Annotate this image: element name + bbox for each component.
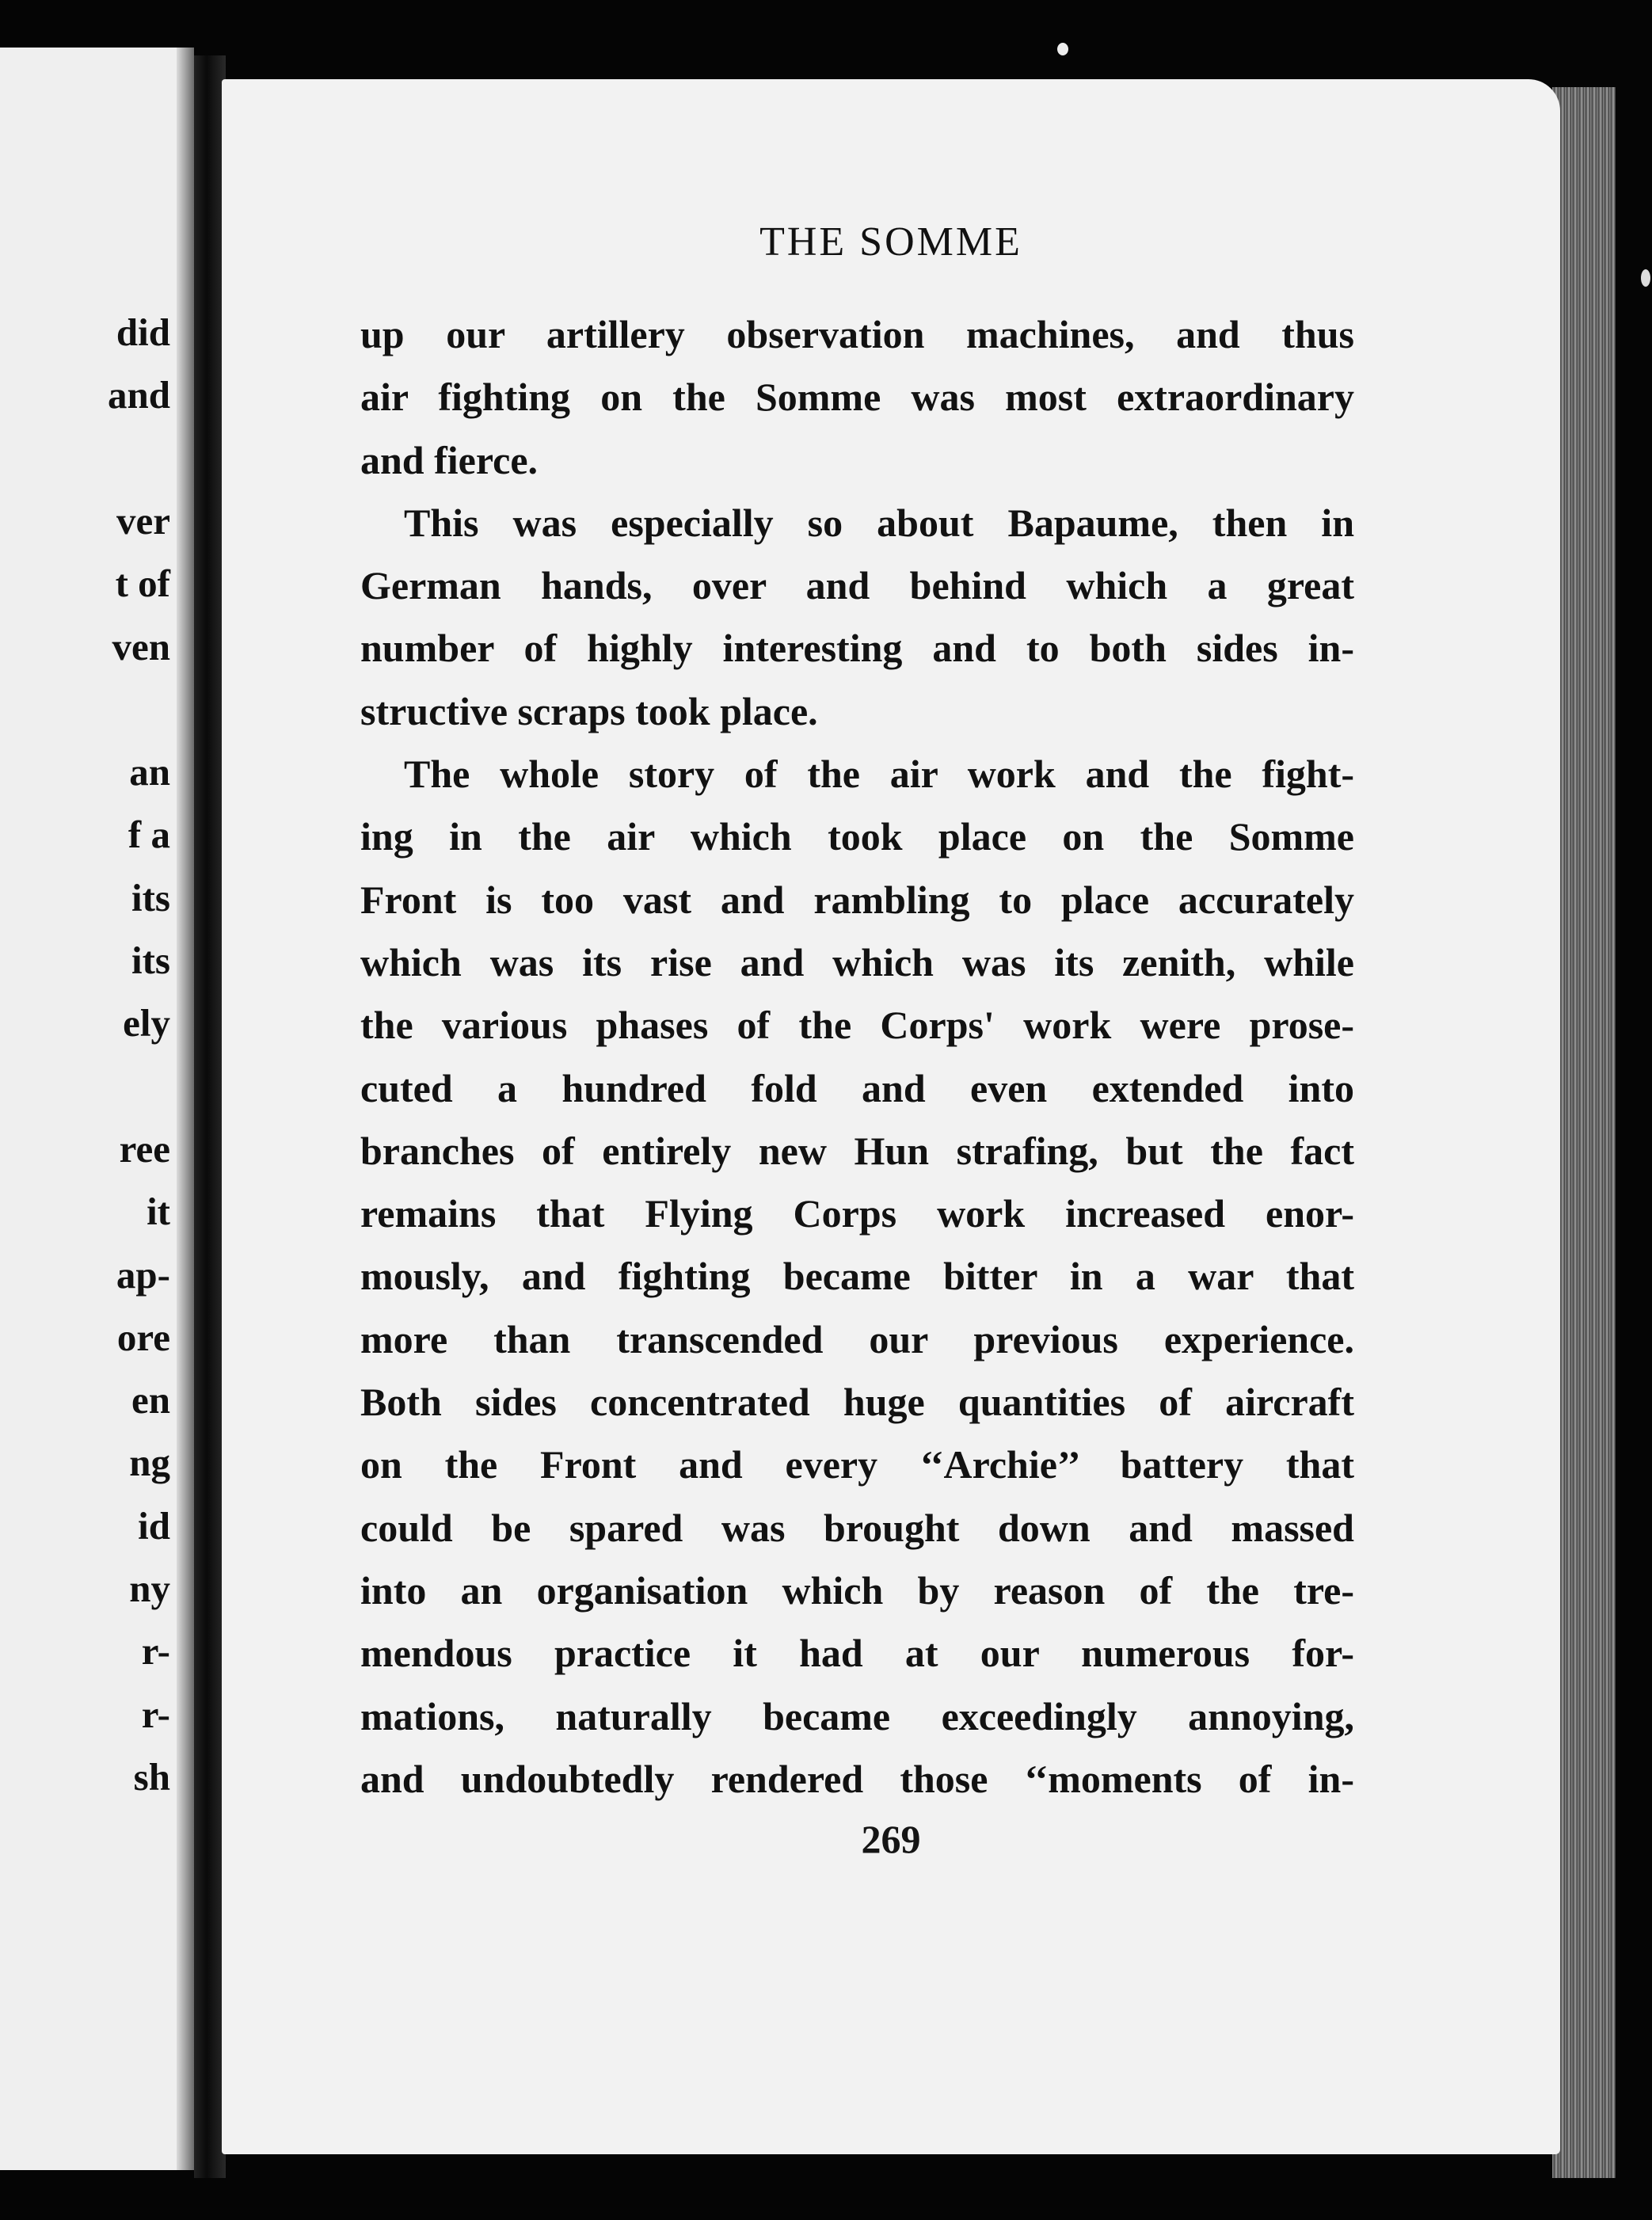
text-line: up our artillery observation machines, and thus [360, 312, 1354, 356]
facing-page-fragment: f a [128, 813, 170, 857]
facing-page-fragment: sh [133, 1754, 170, 1799]
facing-page-fragment: t of [115, 562, 170, 606]
facing-page-fragment: r- [141, 1629, 170, 1674]
text-line: air fighting on the Somme was most extraordinary [360, 375, 1354, 420]
facing-page-fragment: id [138, 1503, 170, 1548]
facing-page-fragment: ver [116, 498, 170, 543]
facing-page-fragment: en [131, 1378, 170, 1422]
text-line: and undoubtedly rendered those ‘‘moments of in- [360, 1756, 1354, 1801]
text-line: mendous practice it had at our numerous for- [360, 1631, 1354, 1676]
text-line: into an organisation which by reason of the tre- [360, 1567, 1354, 1613]
text-line: Front is too vast and rambling to place accurately [360, 877, 1354, 922]
text-line: more than transcended our previous experience. [360, 1316, 1354, 1361]
facing-page-fragment: it [147, 1190, 170, 1234]
facing-page-fragment: its [131, 939, 170, 982]
dust-speck [1057, 43, 1068, 55]
facing-page-fragment: ely [123, 1001, 170, 1045]
text-line: which was its rise and which was its zenith, while [360, 939, 1354, 984]
page-edges [1552, 87, 1616, 2178]
facing-page-fragment: ore [116, 1315, 170, 1359]
running-head: THE SOMME [759, 219, 1022, 265]
text-line: could be spared was brought down and massed [360, 1505, 1354, 1550]
facing-page-fragment: ree [119, 1126, 170, 1171]
page-number: 269 [861, 1817, 921, 1861]
facing-page-fragment: ng [129, 1441, 170, 1485]
text-line: This was especially so about Bapaume, then in [404, 500, 1354, 545]
book-spine [194, 55, 226, 2178]
text-line: branches of entirely new Hun strafing, but the fact [360, 1128, 1354, 1173]
text-line: mously, and fighting became bitter in a war that [360, 1254, 1354, 1299]
facing-page-fragment: an [129, 750, 170, 794]
text-line: The whole story of the air work and the fight- [404, 752, 1354, 797]
text-line: German hands, over and behind which a great [360, 563, 1354, 608]
text-line: ing in the air which took place on the Somme [360, 814, 1354, 859]
text-line: mations, naturally became exceedingly annoying, [360, 1693, 1354, 1738]
text-line: on the Front and every ‘‘Archie’’ battery that [360, 1442, 1354, 1487]
body-text [360, 303, 1354, 1811]
facing-page-edge [0, 48, 194, 2170]
text-line: number of highly interesting and to both sides in- [360, 626, 1354, 671]
text-line: structive scraps took place. [360, 688, 818, 733]
facing-page-fragment: ap- [116, 1252, 170, 1297]
text-line: and fierce. [360, 437, 539, 482]
text-line: remains that Flying Corps work increased enor- [360, 1191, 1354, 1236]
text-line: cuted a hundred fold and even extended into [360, 1065, 1354, 1110]
facing-page-fragment: did [116, 310, 170, 354]
gutter-shadow [177, 48, 194, 2170]
dust-speck [1641, 269, 1650, 287]
facing-page-fragment: its [131, 875, 170, 920]
facing-page-fragment: and [107, 373, 170, 417]
text-line: the various phases of the Corps' work were prose- [360, 1003, 1354, 1048]
facing-page-fragment: r- [141, 1692, 170, 1736]
text-line: Both sides concentrated huge quantities of aircraft [360, 1380, 1354, 1425]
facing-page-fragment: ven [112, 624, 170, 668]
facing-page-fragment: ny [129, 1567, 170, 1610]
